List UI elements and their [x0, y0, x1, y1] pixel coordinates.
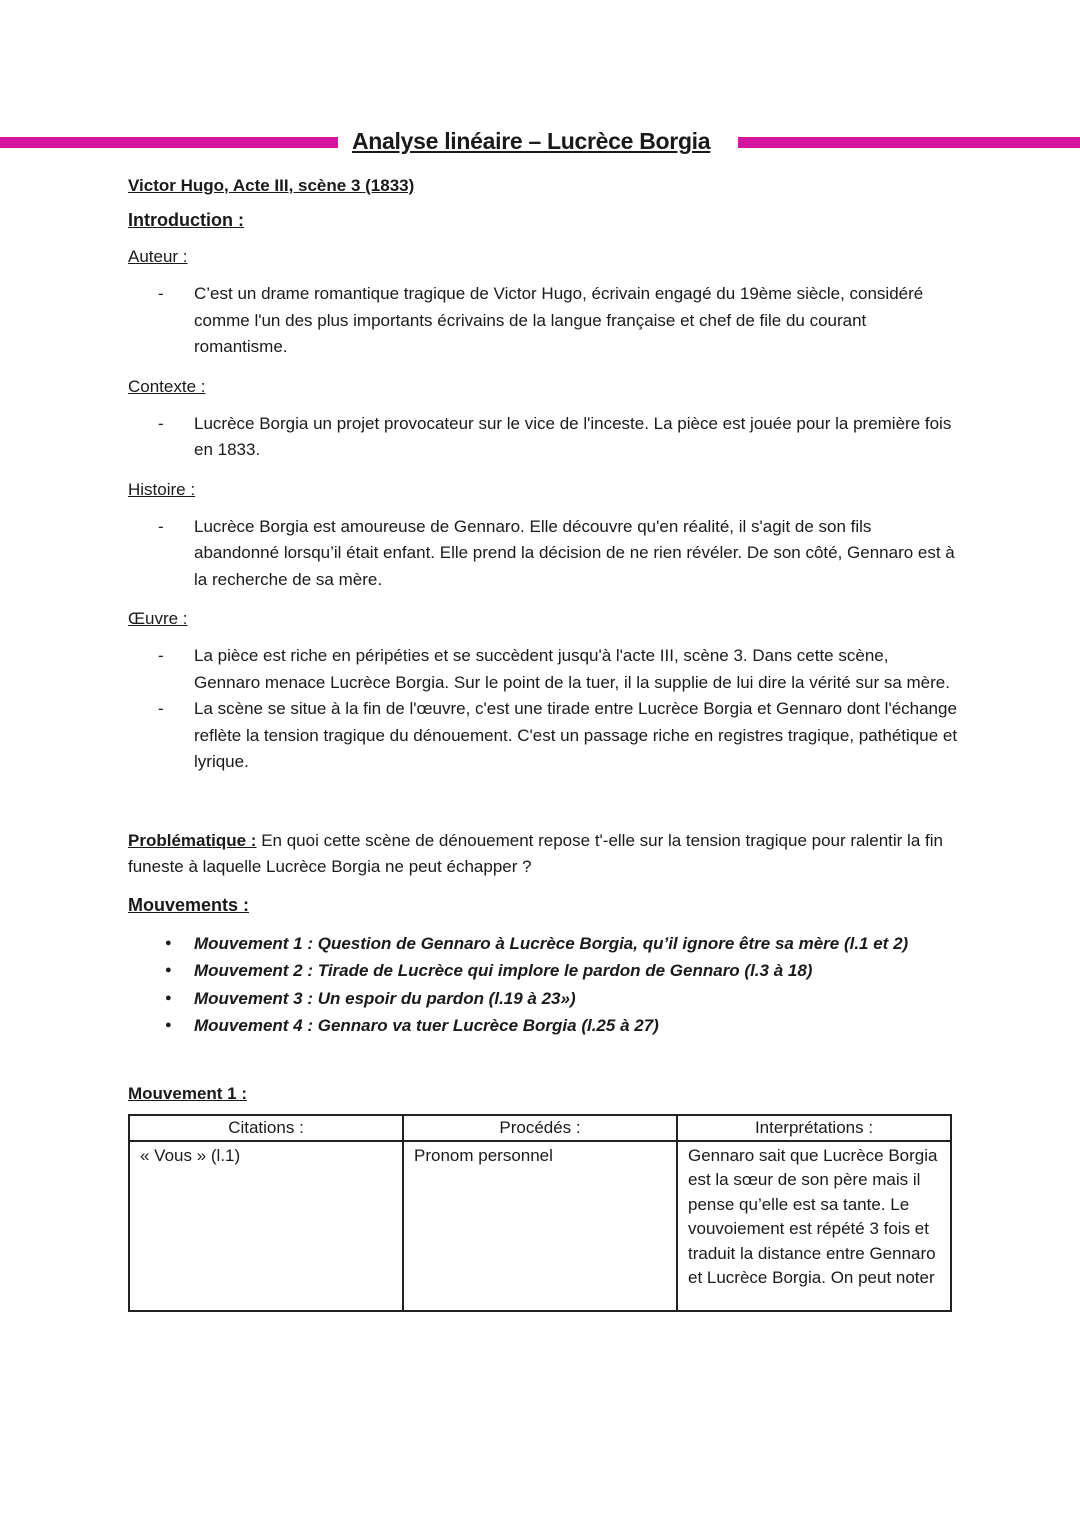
table-row [129, 1141, 951, 1311]
dash-list [128, 281, 958, 361]
problematique-label: Problématique : [128, 830, 257, 850]
document-title: Analyse linéaire – Lucrèce Borgia [352, 128, 711, 154]
mouvements-list [128, 930, 958, 1040]
section-label: Œuvre : [128, 609, 188, 628]
dash-list [128, 514, 958, 594]
table-cell: Gennaro sait que Lucrèce Borgia est la sœur de son père mais il pense qu’elle est sa tante. Le vouvoiement est répété 3 fois et traduit la distance entre Gennaro et Lucrèce Borgia. On peut noter [677, 1141, 951, 1311]
problematique-text: En quoi cette scène de dénouement repose t'-elle sur la tension tragique pour ralentir la fin funeste à laquelle Lucrèce Borgia ne peut échapper ? [128, 830, 943, 876]
section-auteur [128, 247, 958, 361]
title-accent-bar-left [0, 137, 338, 148]
dash-list [128, 411, 958, 464]
list-item: ● Mouvement 1 : Question de Gennaro à Lucrèce Borgia, qu’il ignore être sa mère (l.1 et 2) [128, 930, 958, 958]
list-item: - C’est un drame romantique tragique de Victor Hugo, écrivain engagé du 19ème siècle, considéré comme l'un des plus importants écrivains de la langue française et chef de file du courant romantisme. [128, 281, 958, 361]
section-oeuvre [128, 609, 958, 776]
section-label: Auteur : [128, 247, 188, 266]
table-header-row [129, 1115, 951, 1141]
introduction-heading: Introduction : [128, 210, 244, 230]
analysis-table [128, 1114, 952, 1312]
dash-list [128, 643, 958, 776]
section-label: Contexte : [128, 376, 206, 396]
section-histoire [128, 480, 958, 594]
section-label: Histoire : [128, 479, 196, 499]
document-body [128, 172, 958, 1312]
mouvement1-heading: Mouvement 1 : [128, 1083, 248, 1103]
column-header-procedes: Procédés : [403, 1115, 677, 1141]
column-header-interpretations: Interprétations : [677, 1115, 951, 1141]
list-item: ● Mouvement 2 : Tirade de Lucrèce qui implore le pardon de Gennaro (l.3 à 18) [128, 957, 958, 985]
table-cell: « Vous » (l.1) [129, 1141, 403, 1311]
title-row [0, 128, 1080, 160]
list-item: - La scène se situe à la fin de l'œuvre, c'est une tirade entre Lucrèce Borgia et Gennaro dont l'échange reflète la tension tragique du dénouement. C'est un passage riche en registres tragique, pathétique et lyrique. [128, 696, 958, 776]
list-item: ● Mouvement 4 : Gennaro va tuer Lucrèce Borgia (l.25 à 27) [128, 1012, 958, 1040]
table-cell: Pronom personnel [403, 1141, 677, 1311]
title-accent-bar-right [738, 137, 1080, 148]
list-item: - La pièce est riche en péripéties et se succèdent jusqu'à l'acte III, scène 3. Dans cette scène, Gennaro menace Lucrèce Borgia. Sur le point de la tuer, il la supplie de lui dire la vérité sur sa mère. [128, 643, 958, 696]
mouvements-heading: Mouvements : [128, 894, 250, 915]
section-contexte [128, 377, 958, 464]
list-item: - Lucrèce Borgia est amoureuse de Gennaro. Elle découvre qu'en réalité, il s'agit de son fils abandonné lorsqu’il était enfant. Elle prend la décision de ne rien révéler. De son côté, Gennaro est à la recherche de sa mère. [128, 514, 958, 594]
problematique [128, 828, 958, 881]
list-item: - Lucrèce Borgia un projet provocateur sur le vice de l'inceste. La pièce est jouée pour la première fois en 1833. [128, 411, 958, 464]
list-item: ● Mouvement 3 : Un espoir du pardon (l.19 à 23») [128, 985, 958, 1013]
column-header-citations: Citations : [129, 1115, 403, 1141]
document-subtitle: Victor Hugo, Acte III, scène 3 (1833) [128, 176, 415, 195]
